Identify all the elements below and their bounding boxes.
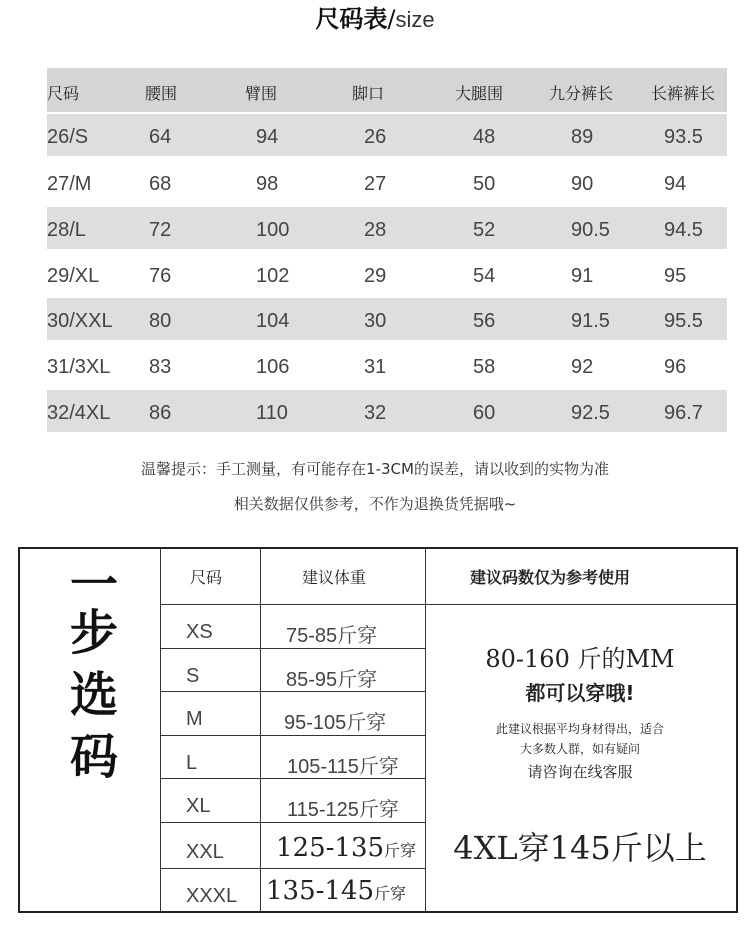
table-cell: 72	[149, 219, 172, 241]
table-cell: 48	[473, 126, 496, 148]
rec-weight-xxl	[276, 833, 416, 863]
rec-header-size: 尺码	[190, 568, 223, 587]
header-size: 尺码	[47, 84, 80, 103]
table-row	[47, 390, 727, 432]
title-slash: /	[387, 5, 396, 33]
table-cell: 68	[149, 173, 172, 195]
table-cell: 64	[149, 126, 172, 148]
table-cell: 83	[149, 356, 172, 378]
title-chinese: 尺码表	[315, 5, 388, 33]
rec-weight-xxxl	[266, 876, 406, 906]
table-cell: 90	[571, 173, 594, 195]
table-cell: 92.5	[571, 402, 610, 424]
table-cell: 110	[256, 402, 288, 424]
table-cell: 30/XXL	[47, 310, 113, 332]
tip-service: 请咨询在线客服	[527, 763, 633, 781]
page-title	[0, 0, 750, 40]
header-cropped-length: 九分裤长	[549, 84, 614, 103]
rec-size-xxxl: XXXL	[186, 885, 238, 907]
divider	[160, 822, 425, 823]
table-cell: 102	[256, 265, 290, 287]
table-cell: 28/L	[47, 219, 86, 241]
rec-weight-xl: 115-125斤穿	[287, 799, 399, 821]
table-cell: 27/M	[47, 173, 92, 195]
table-cell: 52	[473, 219, 496, 241]
table-cell: 50	[473, 173, 496, 195]
table-cell: 86	[149, 402, 172, 424]
table-cell: 27	[364, 173, 387, 195]
table-cell: 89	[571, 126, 594, 148]
table-cell: 98	[256, 173, 279, 195]
table-cell: 91	[571, 265, 594, 287]
table-cell: 95	[664, 265, 687, 287]
table-row	[47, 114, 727, 156]
rec-weight-xxl-number: 125-135	[276, 833, 385, 863]
rec-weight-xxxl-unit: 斤穿	[374, 884, 407, 903]
rec-header-note: 建议码数仅为参考使用	[470, 568, 631, 587]
rec-weight-s: 85-95斤穿	[286, 669, 378, 691]
side-char-1: 一	[69, 557, 118, 613]
table-cell: 30	[364, 310, 387, 332]
table-cell: 91.5	[571, 310, 610, 332]
table-cell: 28	[364, 219, 387, 241]
tip-small-2: 大多数人群，如有疑问	[519, 742, 640, 756]
table-cell: 80	[149, 310, 172, 332]
rec-weight-xxl-unit: 斤穿	[384, 841, 417, 860]
table-cell: 94	[664, 173, 687, 195]
table-row	[47, 207, 727, 249]
table-cell: 31	[364, 356, 387, 378]
table-cell: 90.5	[571, 219, 610, 241]
rec-weight-xs: 75-85斤穿	[286, 625, 378, 647]
table-row	[47, 344, 727, 386]
notice-line-2: 相关数据仅供参考，不作为退换货凭据哦~	[233, 495, 517, 513]
tip-small-1: 此建议根据平均身材得出，适合	[495, 722, 664, 736]
tip-weight-range: 80-160 斤的MM	[485, 645, 675, 673]
table-cell: 26	[364, 126, 387, 148]
rec-size-xl: XL	[186, 795, 211, 817]
size-recommendation-table	[18, 547, 738, 913]
side-char-3: 选	[69, 667, 118, 723]
size-chart-header	[47, 68, 727, 112]
rec-size-xs: XS	[186, 621, 213, 643]
table-cell: 92	[571, 356, 594, 378]
table-cell: 29	[364, 265, 387, 287]
header-hip: 臂围	[245, 84, 278, 103]
tip-fit-all: 都可以穿哦!	[525, 681, 635, 705]
rec-size-m: M	[186, 708, 203, 730]
table-cell: 96.7	[664, 402, 703, 424]
table-cell: 95.5	[664, 310, 703, 332]
rec-weight-l: 105-115斤穿	[287, 756, 399, 778]
divider	[160, 735, 425, 736]
table-cell: 94.5	[664, 219, 703, 241]
notice-line-1: 温馨提示：手工测量，有可能存在1-3CM的误差，请以收到的实物为准	[141, 460, 609, 478]
table-cell: 29/XL	[47, 265, 100, 287]
table-cell: 56	[473, 310, 496, 332]
rec-weight-xxxl-number: 135-145	[266, 876, 375, 906]
table-cell: 31/3XL	[47, 356, 111, 378]
side-char-2: 步	[69, 605, 118, 661]
table-cell: 54	[473, 265, 496, 287]
table-cell: 104	[256, 310, 290, 332]
table-cell: 93.5	[664, 126, 703, 148]
rec-size-l: L	[186, 752, 198, 774]
table-cell: 106	[256, 356, 290, 378]
table-row	[47, 253, 727, 295]
rec-weight-m: 95-105斤穿	[284, 712, 387, 734]
table-cell: 26/S	[47, 126, 89, 148]
table-cell: 32	[364, 402, 387, 424]
title-english: size	[395, 7, 435, 32]
rec-header-weight: 建议体重	[302, 568, 367, 587]
table-cell: 94	[256, 126, 279, 148]
rec-size-xxl: XXL	[186, 841, 224, 863]
divider	[160, 868, 425, 869]
table-cell: 32/4XL	[47, 402, 111, 424]
header-thigh: 大腿围	[455, 84, 504, 103]
table-cell: 58	[473, 356, 496, 378]
header-hem: 脚口	[352, 84, 385, 103]
header-waist: 腰围	[145, 84, 178, 103]
rec-size-s: S	[186, 665, 200, 687]
side-char-4: 码	[69, 729, 118, 785]
divider	[160, 648, 425, 649]
tip-4xl: 4XL穿145斤以上	[453, 829, 707, 867]
table-row	[47, 161, 727, 203]
table-row	[47, 298, 727, 340]
divider	[160, 604, 736, 605]
header-full-length: 长裤裤长	[651, 84, 716, 103]
table-cell: 96	[664, 356, 687, 378]
table-cell: 60	[473, 402, 496, 424]
table-cell: 100	[256, 219, 290, 241]
table-cell: 76	[149, 265, 172, 287]
